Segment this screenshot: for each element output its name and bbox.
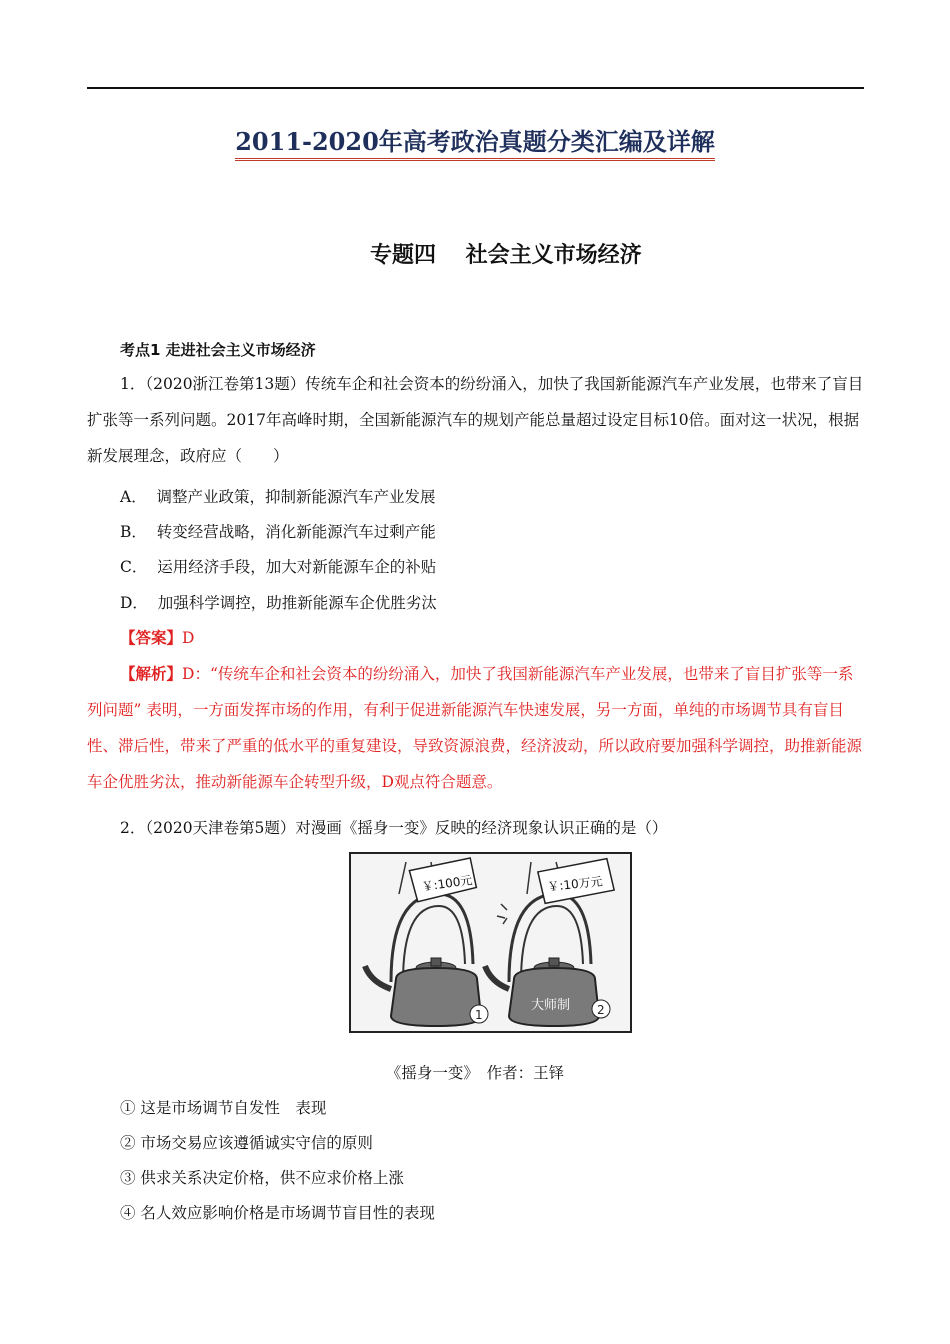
question-1-stem: 1．（2020浙江卷第13题）传统车企和社会资本的纷纷涌入，加快了我国新能源汽车产业发展，也带来了盲目扩张等一系列问题。2017年高峰时期，全国新能源汽车的规划产能总量超过设定目标10倍。面对这一状况，根据新发展理念，政府应（ ） (87, 375, 864, 465)
q1-option-d: D． 加强科学调控，助推新能源车企优胜劣汰 (120, 594, 437, 612)
question-2-stem: 2．（2020天津卷第5题）对漫画《摇身一变》反映的经济现象认识正确的是（） (120, 819, 668, 837)
kettle-cartoon-drawing (351, 854, 630, 1031)
topic-title: 专题四 社会主义市场经济 (370, 243, 642, 268)
q2-statement-1: ① 这是市场调节自发性 表现 (120, 1099, 327, 1117)
answer-tag: 【答案】 (120, 628, 183, 647)
analysis-text: D：“传统车企和社会资本的纷纷涌入，加快了我国新能源汽车产业发展，也带来了盲目扩张等一系列问题” 表明，一方面发挥市场的作用，有利于促进新能源汽车快速发展，另一方面，单纯的市场调节具有盲目性、滞后性，带来了严重的低水平的重复建设，导致资源浪费，经济波动，所以政府要加强科学调控，助推新能源车企优胜劣汰，推动新能源车企转型升级，D观点符合题意。 (87, 665, 863, 791)
answer-value: D (182, 629, 195, 647)
q1-option-b: B． 转变经营战略，消化新能源汽车过剩产能 (120, 523, 436, 541)
section-heading: 考点1 走进社会主义市场经济 (120, 341, 316, 359)
q2-statement-3: ③ 供求关系决定价格，供不应求价格上涨 (120, 1169, 404, 1187)
header-rule (87, 87, 864, 89)
panel-1-label: 1 (475, 1008, 483, 1022)
price-tag-left-text: ￥:100元 (420, 872, 474, 894)
q2-statement-2: ② 市场交易应该遵循诚实守信的原则 (120, 1134, 373, 1152)
q2-statement-4: ④ 名人效应影响价格是市场调节盲目性的表现 (120, 1204, 435, 1222)
q1-option-c: C． 运用经济手段，加大对新能源车企的补贴 (120, 558, 437, 576)
q1-analysis (87, 656, 865, 800)
pot-label: 大师制 (531, 998, 571, 1013)
price-tag-right-text: ￥:10万元 (546, 874, 604, 894)
document-title: 2011-2020年高考政治真题分类汇编及详解 (0, 122, 950, 157)
q1-answer (120, 627, 194, 649)
cartoon-image (349, 852, 632, 1033)
cartoon-caption: 《摇身一变》 作者：王铎 (385, 1064, 565, 1082)
panel-2-label: 2 (597, 1003, 605, 1017)
q1-option-a: A． 调整产业政策，抑制新能源汽车产业发展 (120, 488, 436, 506)
analysis-tag: 【解析】 (120, 664, 183, 683)
